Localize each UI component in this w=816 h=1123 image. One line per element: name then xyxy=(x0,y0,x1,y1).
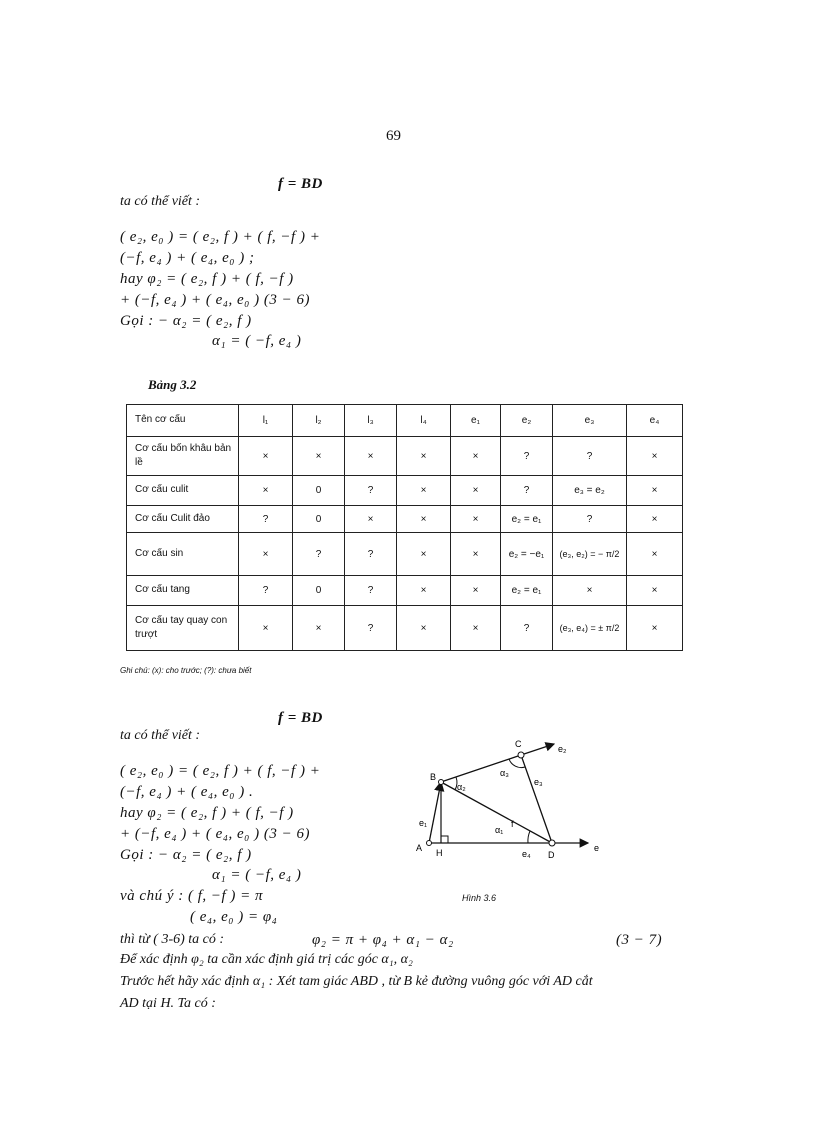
table-cell: ? xyxy=(501,606,553,651)
equation-number: (3 − 7) xyxy=(616,932,663,948)
figure-caption: Hình 3.6 xyxy=(462,893,497,903)
table-cell: 0 xyxy=(293,506,345,533)
equation-line: và chú ý : ( f, −f ) = π xyxy=(120,888,264,904)
table-cell: × xyxy=(451,437,501,476)
table-cell: Cơ cấu sin xyxy=(127,533,239,576)
vector-e2 xyxy=(521,744,554,755)
table-cell: × xyxy=(293,437,345,476)
label-b: B xyxy=(430,772,437,782)
table-cell: ? xyxy=(345,533,397,576)
table-cell: ? xyxy=(501,476,553,506)
table-cell: × xyxy=(397,437,451,476)
paragraph-line: AD tại H. Ta có : xyxy=(120,996,216,1011)
table-cell: (e₃, e₂) = − π/2 xyxy=(553,533,627,576)
table-cell: e₂ = −e₁ xyxy=(501,533,553,576)
header-cell: l₁ xyxy=(239,405,293,437)
table-cell: × xyxy=(451,506,501,533)
table-cell: Cơ cấu Culit đảo xyxy=(127,506,239,533)
table-cell: (e₃, e₄) = ± π/2 xyxy=(553,606,627,651)
joint-a xyxy=(427,841,432,846)
table-cell: × xyxy=(451,606,501,651)
table-cell: × xyxy=(451,476,501,506)
table-cell: ? xyxy=(553,437,627,476)
table-cell: ? xyxy=(501,437,553,476)
table-cell: e₂ = e₁ xyxy=(501,576,553,606)
table-cell: × xyxy=(345,506,397,533)
table-cell: × xyxy=(239,437,293,476)
label-e3: e₃ xyxy=(534,777,543,787)
table-header-row xyxy=(127,405,683,437)
equation-3-7: φ₂ = π + φ₄ + α₁ − α₂ xyxy=(312,932,454,948)
equation-line: hay φ₂ = ( e₂, f ) + ( f, −f ) xyxy=(120,805,294,821)
equation-line: hay φ₂ = ( e₂, f ) + ( f, −f ) xyxy=(120,271,294,287)
label-a: A xyxy=(416,843,423,853)
paragraph-line: Để xác định φ₂ ta cần xác định giá trị các góc α₁, α₂ xyxy=(120,952,413,967)
table-cell: × xyxy=(627,476,683,506)
table-cell: × xyxy=(627,437,683,476)
table-cell: × xyxy=(397,576,451,606)
table-cell: × xyxy=(627,506,683,533)
link-cd xyxy=(521,755,552,843)
equation-line: (−f, e₄ ) + ( e₄, e₀ ) ; xyxy=(120,250,255,266)
joint-b xyxy=(439,780,444,785)
header-cell: l₂ xyxy=(293,405,345,437)
derive-intro: thì từ ( 3-6) ta có : xyxy=(120,932,225,947)
equation-line: (−f, e₄ ) + ( e₄, e₀ ) . xyxy=(120,784,254,800)
label-e1: e₁ xyxy=(419,818,428,828)
table-cell: × xyxy=(397,506,451,533)
header-cell: e₃ xyxy=(553,405,627,437)
arc-alpha1 xyxy=(528,831,530,843)
joint-c xyxy=(518,752,524,758)
equation-line: ( e₄, e₀ ) = φ₄ xyxy=(190,909,278,925)
table-cell: ? xyxy=(345,606,397,651)
equation-f-bd: f = BD xyxy=(278,176,323,192)
table-cell: × xyxy=(397,476,451,506)
table-cell: Cơ cấu culit xyxy=(127,476,239,506)
table-cell: × xyxy=(451,576,501,606)
header-cell: Tên cơ cấu xyxy=(127,405,239,437)
intro-text: ta có thể viết : xyxy=(120,194,201,209)
table-cell: ? xyxy=(345,576,397,606)
label-c: C xyxy=(515,739,522,749)
table-row xyxy=(127,533,683,576)
label-e2: e₂ xyxy=(558,744,567,754)
table-note: Ghi chú: (x): cho trước; (?): chưa biết xyxy=(120,666,252,675)
label-alpha2: α₂ xyxy=(457,782,466,792)
table-cell: Cơ cấu bốn khâu bản lề xyxy=(127,437,239,476)
table-cell: × xyxy=(627,533,683,576)
equation-line: ( e₂, e₀ ) = ( e₂, f ) + ( f, −f ) + xyxy=(120,763,321,779)
page-number: 69 xyxy=(386,128,401,144)
equation-line: Gọi : − α₂ = ( e₂, f ) xyxy=(120,313,252,329)
label-d: D xyxy=(548,850,555,860)
table-cell: e₂ = e₁ xyxy=(501,506,553,533)
equation-line: ( e₂, e₀ ) = ( e₂, f ) + ( f, −f ) + xyxy=(120,229,321,245)
table-row xyxy=(127,476,683,506)
header-cell: l₃ xyxy=(345,405,397,437)
table-cell: × xyxy=(553,576,627,606)
equation-line: α₁ = ( −f, e₄ ) xyxy=(212,867,302,883)
table-cell: × xyxy=(239,476,293,506)
link-ab xyxy=(429,782,441,843)
table-cell: ? xyxy=(239,576,293,606)
table-cell: × xyxy=(451,533,501,576)
table-cell: ? xyxy=(345,476,397,506)
header-cell: l₄ xyxy=(397,405,451,437)
table-cell: × xyxy=(397,533,451,576)
table-caption: Bảng 3.2 xyxy=(148,377,197,392)
label-e4: e₄ xyxy=(522,849,531,859)
equation-line: + (−f, e₄ ) + ( e₄, e₀ ) (3 − 6) xyxy=(120,826,310,842)
paragraph-line: Trước hết hãy xác định α₁ : Xét tam giác ABD , từ B kẻ đường vuông góc với AD cắt xyxy=(120,974,593,989)
table-cell: × xyxy=(239,533,293,576)
table-row xyxy=(127,437,683,476)
table-row xyxy=(127,606,683,651)
table-cell: × xyxy=(345,437,397,476)
header-cell: e₁ xyxy=(451,405,501,437)
label-e0: e xyxy=(594,843,600,853)
label-alpha1: α₁ xyxy=(495,825,504,835)
table-cell: × xyxy=(239,606,293,651)
table-cell: Cơ cấu tang xyxy=(127,576,239,606)
table-3-2 xyxy=(126,404,683,651)
table-cell: × xyxy=(627,576,683,606)
table-cell: ? xyxy=(293,533,345,576)
table-cell: 0 xyxy=(293,476,345,506)
equation-line: + (−f, e₄ ) + ( e₄, e₀ ) (3 − 6) xyxy=(120,292,310,308)
table-cell: × xyxy=(293,606,345,651)
table-cell: × xyxy=(627,606,683,651)
equation-f-bd: f = BD xyxy=(278,710,323,726)
label-h: H xyxy=(436,848,443,858)
table-row xyxy=(127,506,683,533)
table-cell: e₃ = e₂ xyxy=(553,476,627,506)
label-alpha3: α₃ xyxy=(500,768,509,778)
header-cell: e₄ xyxy=(627,405,683,437)
figure-3-6 xyxy=(410,730,610,870)
table-cell: Cơ cấu tay quay con trượt xyxy=(127,606,239,651)
equation-line: Gọi : − α₂ = ( e₂, f ) xyxy=(120,847,252,863)
equation-line: α₁ = ( −f, e₄ ) xyxy=(212,333,302,349)
right-angle-mark xyxy=(441,836,448,843)
header-cell: e₂ xyxy=(501,405,553,437)
table-row xyxy=(127,576,683,606)
table-cell: 0 xyxy=(293,576,345,606)
intro-text: ta có thể viết : xyxy=(120,728,201,743)
table-cell: ? xyxy=(553,506,627,533)
label-f: f xyxy=(511,819,514,829)
table-cell: ? xyxy=(239,506,293,533)
table-cell: × xyxy=(397,606,451,651)
joint-d xyxy=(549,840,555,846)
